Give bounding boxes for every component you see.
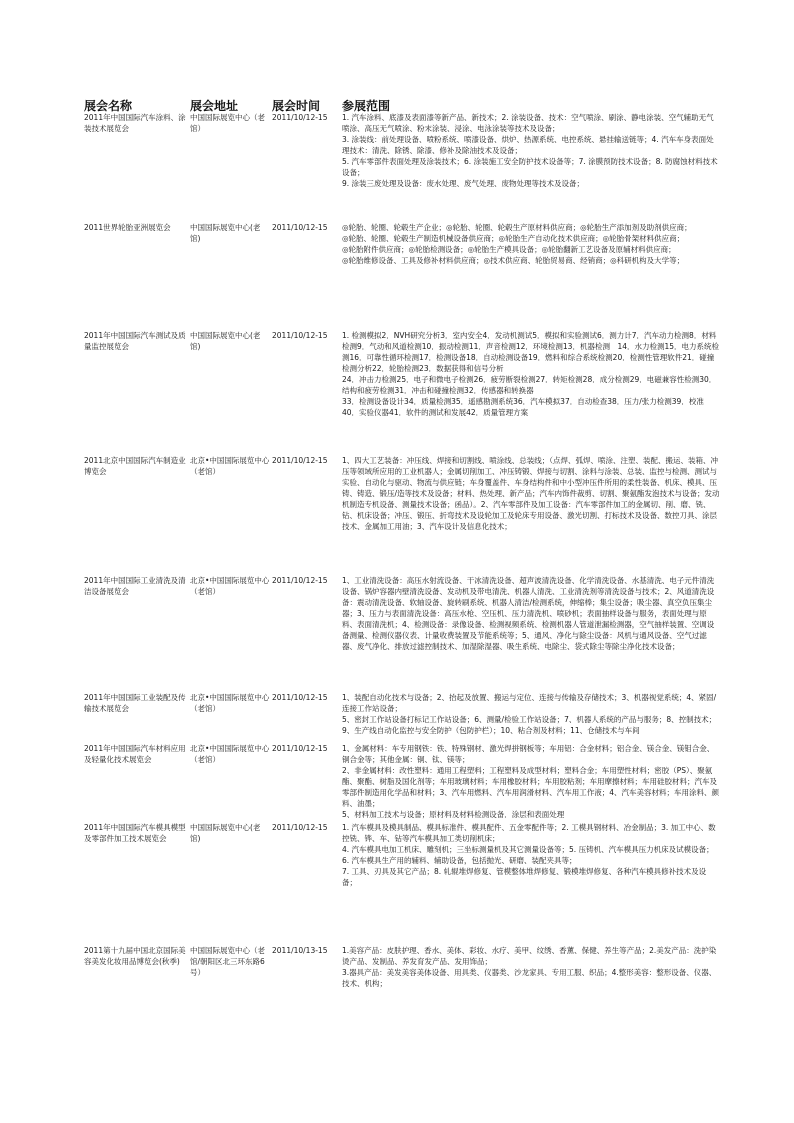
scope-paragraph: 9. 涂装三废处理及设备：废水处理、废气处理、废物处理等技术及设备； [342, 179, 585, 188]
scope-paragraph: 1. 汽车涂料、底漆及表面漆等新产品、新技术；2. 涂装设备、技术：空气喷涂、刷涂、静电涂装、空气辅助无气喷涂、高压无气喷涂、粉末涂装、浸涂、电泳涂装等技术及设备； [342, 113, 714, 133]
header-scope: 参展范围 [342, 99, 391, 113]
exhibition-name: 2011世界轮胎亚洲展览会 [84, 223, 171, 232]
scope-paragraph: ◎轮胎、轮圈、轮毂生产制造机械设备供应商；◎轮胎生产自动化技术供应商；◎轮胎骨架材料供应商； [342, 234, 685, 243]
exhibition-address: 北京•中国国际展览中心（老馆） [190, 576, 270, 596]
header-date: 展会时间 [272, 99, 321, 113]
exhibition-date: 2011/10/12-15 [272, 744, 328, 753]
scope-paragraph: 1.美容产品：皮肤护理、香水、美体、彩妆、水疗、美甲、纹绣、香薰、保健、养生等产品；2.美发产品：洗护染烫产品、发制品、养发育发产品、发用饰品； [342, 946, 717, 966]
exhibition-scope [342, 743, 720, 820]
exhibition-address: 北京•中国国际展览中心（老馆） [190, 456, 270, 476]
scope-paragraph: 1、金属材料：车专用钢铁：铁、特殊钢材、激光焊拼钢板等；车用铝：合金材料；铝合金、镁合金、镁钼合金、铜合金等；其他金属：铜、钛、镁等； [342, 744, 715, 764]
exhibition-date: 2011/10/12-15 [272, 113, 328, 122]
exhibition-address: 中国国际展览中心（老馆） [190, 113, 265, 133]
exhibition-name: 2011年中国国际工业装配及传输技术展览会 [84, 693, 186, 713]
exhibition-name: 2011年中国国际汽车材料应用及轻量化技术展览会 [84, 744, 186, 764]
scope-paragraph: 3. 涂装线：前处理设备、喷粉系统、喷漆设备、烘炉、热源系统、电控系统、悬挂输送链等；4. 汽车车身表面处理技术：清洗、除锈、除漆、修补及除油技术及设备； [342, 135, 714, 155]
scope-paragraph: 3.器具产品：美发美容美体设备、用具类、仪器类、沙龙家具、专用工服、织品；4.整形美容：整形设备、仪器、技术、机构； [342, 968, 717, 988]
scope-paragraph: 9、生产线自动化监控与安全防护（包防护栏）；10、粘合剂及材料；11、仓储技术与车间 [342, 726, 640, 735]
scope-paragraph: 5、密封工作站设备打标记工作站设备；6、测量/检验工作站设备；7、机器人系统的产品与服务；8、控制技术； [342, 715, 717, 724]
scope-paragraph: 1. 汽车模具及模具制品、模具标准件、模具配件、五金零配件等；2. 工模具钢材料、冶金制品；3. 加工中心、数控铣、铧、车、钻等汽车模具加工类切削机床； [342, 823, 716, 843]
exhibition-address: 中国国际展览中心(老馆) [190, 331, 261, 351]
exhibition-date: 2011/10/13-15 [272, 946, 328, 955]
exhibition-name: 2011年中国国际工业清洗及清洁设备展览会 [84, 576, 186, 596]
exhibition-name: 2011北京中国国际汽车制造业博览会 [84, 456, 186, 476]
exhibition-scope [342, 455, 720, 532]
scope-paragraph: ◎轮胎附件供应商；◎轮胎检测设备；◎轮胎生产模具设备；◎轮胎翻新工艺设备及原辅材料供应商； [342, 245, 676, 254]
scope-paragraph: 4. 汽车模具电加工机床、雕刻机；三坐标测量机及其它测量设备等；5. 压铸机、汽车模具压力机床及试模设备；6. 汽车模具生产用的辅料、辅助设备，包括抛光、研磨、装配夹具等； [342, 845, 714, 865]
exhibition-name: 2011年中国国际汽车测试及质量监控展览会 [84, 331, 186, 351]
exhibition-date: 2011/10/12-15 [272, 823, 328, 832]
scope-paragraph: 1、装配自动化技术与设备；2、抬起及放置、搬运与定位、连接与传输及存储技术；3、机器视觉系统；4、紧固/连接工作站设备； [342, 693, 717, 713]
exhibition-date: 2011/10/12-15 [272, 576, 328, 585]
exhibition-scope [342, 330, 720, 418]
scope-paragraph: 7. 工具、刃具及其它产品；8. 轧辊堆焊修复、管模整体堆焊修复、锻模堆焊修复、各种汽车模具修补技术及设备； [342, 867, 707, 887]
exhibition-name: 2011年中国国际汽车模具模型及零部件加工技术展览会 [84, 823, 186, 843]
scope-paragraph: 1. 检测模拟2．NVH研究分析3．室内安全4．发动机测试5．模拟和实验测试6．测力计7．汽车动力检测8．材料检测9．气动和风道检测10．振动检测11．声音检测12．环境检测13．机器检测 14．水力检测15．电力系统检测16．可靠性循环检测17．检测设备18．自动检测设备19．燃料和综合系统检测20．检测性管理软件21．碰撞检测分析22．轮胎检测23．数据获得和信号分析 [342, 331, 720, 373]
exhibition-scope [342, 575, 720, 652]
exhibition-scope [342, 692, 720, 736]
header-address: 展会地址 [190, 99, 239, 113]
exhibition-address: 中国国际展览中心(老馆) [190, 823, 261, 843]
scope-paragraph: 1、工业清洗设备：高压水射流设备、干冰清洗设备、超声波清洗设备、化学清洗设备、水基清洗、电子元件清洗设备、锅炉容器内壁清洗设备、发动机及带电清洗、机器人清洗、工业清洗剂等清洗设备与技术；2、风道清洗设备：震动清洗设备、软轴设备、旋转刷系统、机器人清洁/检测系统，伸缩棒；集尘设备；吸尘器、真空负压集尘器；3、压力与表面清洗设备：高压水枪、空压机、压力清洗机、喷砂机；表面抽样设备与服务，表面处理与原料、表面清洗机；4、检测设备：录像设备、检测视频系统、检测机器人管道泄漏检测器，空气抽样装置、空调设备测量、检测仪器仪表、计量收费装置及节能系统等；5、通风、净化与除尘设备：风机与通风设备、空气过滤器、废气净化、排放过滤控制技术、加湿除湿器、吸生系统、电除尘、袋式除尘等除尘净化技术设备； [342, 576, 715, 651]
exhibition-date: 2011/10/12-15 [272, 331, 328, 340]
scope-paragraph: 24．冲击力检测25．电子和微电子检测26．疲劳断裂检测27．转矩检测28．成分检测29．电磁兼容性检测30．结构和疲劳检测31．冲击和碰撞检测32．传感器和转换器 [342, 375, 717, 395]
exhibition-date: 2011/10/12-15 [272, 223, 328, 232]
exhibition-address: 中国国际展览中心（老馆/朝阳区北三环东路6号） [190, 946, 265, 977]
header-name: 展会名称 [84, 99, 133, 113]
scope-paragraph: ◎轮胎维修设备、工具及修补材料供应商；◎技术供应商、轮胎贸易商、经销商；◎科研机构及大学等； [342, 256, 685, 265]
exhibition-name: 2011第十九届中国北京国际美容美发化妆用品博览会(秋季) [84, 946, 186, 966]
exhibition-address: 中国国际展览中心(老馆) [190, 223, 261, 243]
scope-paragraph: 5、材料加工技术与设备；原材料及材料检测设备．涂层和表面处理 [342, 810, 565, 819]
exhibition-date: 2011/10/12-15 [272, 693, 328, 702]
exhibition-scope [342, 822, 720, 888]
scope-paragraph: 1、四大工艺装备：冲压线、焊接和切割线、喷涂线、总装线；（点焊、弧焊、喷涂、注塑、装配、搬运、装箱、冲压等领域所应用的工业机器人；金属切削加工、冲压铸锻、焊接与切割、涂料与涂装、总装、监控与检测、测试与实验、自动化与驱动、物流与供应链；车身覆盖件、车身结构件和中小型冲压件所用的柔性装备、机床、模具、压铸、铸造、锻压/造等技术及设备；材料、热处理、新产品；汽车内饰件裁剪、切割、聚氨酯发泡技术与设备；发动机制造专机设备、测量技术设备；函品）。2、汽车零部件及加工设备：汽车零部件加工的金属切、削、磨、铣、钻、机床设备；冲压、锻压、折弯技术及设轮加工及轮床专用设备、激光切割、打标技术及设备、数控刀具、涂层技术、金属加工用油；3、汽车设计及信息化技术； [342, 456, 720, 531]
exhibition-address: 北京•中国国际展览中心（老馆） [190, 693, 270, 713]
scope-paragraph: 5. 汽车零部件表面处理及涂装技术；6. 涂装施工安全防护技术设备等；7. 涂膜预防技术设备；8. 防腐蚀材料技术设备； [342, 157, 718, 177]
exhibition-scope [342, 945, 720, 989]
exhibition-scope [342, 112, 720, 189]
exhibition-name: 2011年中国国际汽车涂料、涂装技术展览会 [84, 113, 186, 133]
exhibition-address: 北京•中国国际展览中心（老馆） [190, 744, 270, 764]
exhibition-scope [342, 222, 720, 266]
exhibition-date: 2011/10/12-15 [272, 456, 328, 465]
scope-paragraph: 2、非金属材料：改性塑料：通用工程塑料；工程塑料及成型材料；塑料合金；车用塑性材料；密胶（PS）、聚氨酯、聚酯、树脂及国化剂等；车用玻璃材料；车用橡胶材料；车用胶粘剂；车用摩擦材料；车用硅胶材料；汽车及零部件制造用化学品和材料；3、汽车用燃料、汽车用润滑材料、汽车用工作液；4、汽车美容材料；车用涂料、颜料、油墨； [342, 766, 720, 808]
scope-paragraph: ◎轮胎、轮圈、轮毂生产企业；◎轮胎、轮圈、轮毂生产原材料供应商；◎轮胎生产添加剂及助剂供应商； [342, 223, 692, 232]
scope-paragraph: 33．检测设备设计34．质量检测35．遥感勘测系统36．汽车模拟37．自动检查38．压力/张力检测39．校准40．实验仪器41．软件的测试和发展42．质量管理方案 [342, 397, 704, 417]
